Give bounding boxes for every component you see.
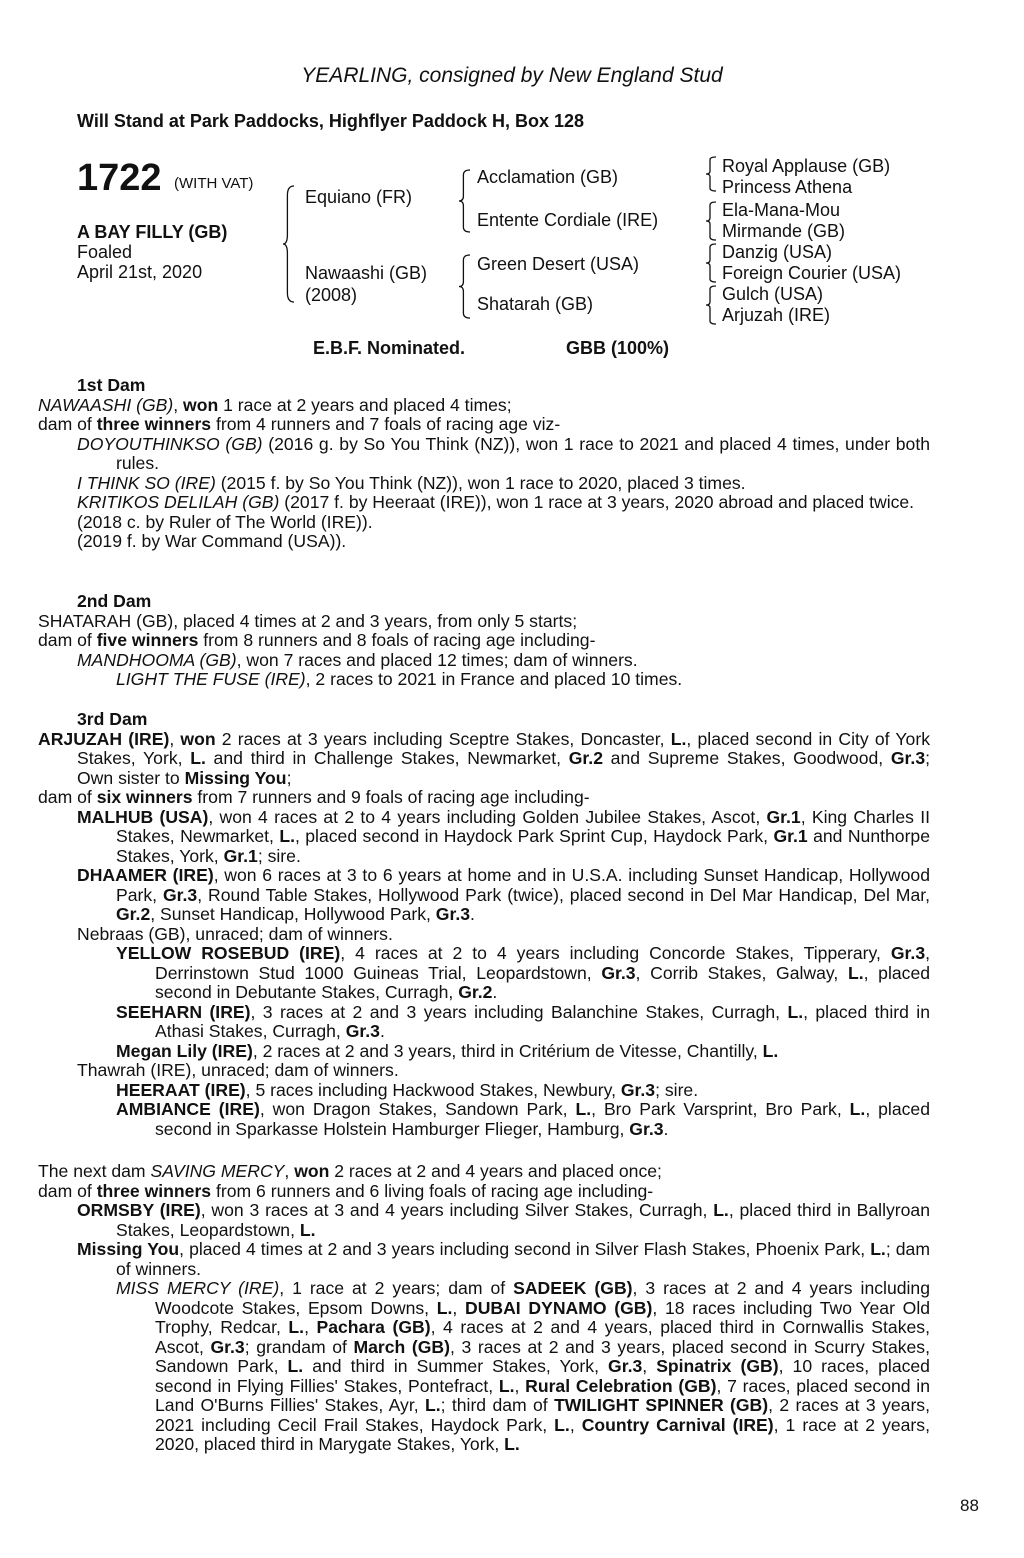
pedigree-dam-dam: Shatarah (GB) xyxy=(477,294,594,314)
bold-text: Gr.3 xyxy=(608,1356,643,1376)
text: dam of xyxy=(38,630,97,650)
section-3rd-dam xyxy=(38,709,931,1139)
bold-text: Pachara (GB) xyxy=(316,1317,431,1337)
bold-text: Gr.3 xyxy=(210,1336,245,1357)
pedigree-entry xyxy=(38,925,930,945)
pedigree-gen3: Princess Athena xyxy=(722,177,853,197)
text: , Corrib Stakes, Galway, xyxy=(635,962,848,983)
bold-text: YELLOW ROSEBUD (IRE) xyxy=(116,943,341,963)
bold-text: DHAAMER (IRE) xyxy=(77,865,214,885)
text: from 8 runners and 8 foals of racing age including- xyxy=(198,630,596,650)
bold-text: Gr.3 xyxy=(890,748,926,768)
pedigree-sire-sire: Acclamation (GB) xyxy=(477,167,619,187)
text: ; third dam of xyxy=(440,1395,555,1415)
bold-text: Gr.3 xyxy=(345,1021,380,1041)
italic-text: I THINK SO (IRE) xyxy=(77,472,216,493)
pedigree-entry xyxy=(38,1162,930,1182)
bold-text: HEERAAT (IRE) xyxy=(116,1079,246,1100)
text: . xyxy=(379,1021,385,1041)
pedigree-gen3: Gulch (USA) xyxy=(722,284,824,304)
text: , xyxy=(642,1356,657,1376)
bold-text: SEEHARN (IRE) xyxy=(116,1001,251,1022)
text: , 1 race at 2 years, 2020, placed third in Marygate Stakes, York, xyxy=(155,1414,930,1454)
text: from 6 runners and 6 living foals of racing age including- xyxy=(211,1180,654,1201)
lot-number: 1722 xyxy=(77,157,162,199)
text: , 4 races at 2 and 4 years, placed third in Cornwallis Stakes, Ascot, xyxy=(155,1317,930,1357)
text: , 3 races at 2 and 3 years, placed second in Scurry Stakes, Sandown Park, xyxy=(155,1336,930,1376)
bold-text: Gr.3 xyxy=(435,904,471,924)
text: 2 races at 2 and 4 years and placed once; xyxy=(329,1161,662,1181)
bold-text: L. xyxy=(575,1099,592,1119)
brace-icon xyxy=(706,244,716,282)
pedigree-entry xyxy=(38,866,930,925)
text: 1 race at 2 years and placed 4 times; xyxy=(218,394,512,415)
bold-text: Gr.1 xyxy=(766,806,801,827)
bold-text: Rural Celebration (GB) xyxy=(525,1375,717,1396)
bold-text: Missing You xyxy=(77,1239,180,1259)
pedigree-entry xyxy=(38,808,930,867)
bold-text: Gr.1 xyxy=(223,845,258,866)
bold-text: L. xyxy=(279,826,295,846)
italic-text: NAWAASHI (GB) xyxy=(38,394,174,415)
text: ; grandam of xyxy=(244,1336,354,1357)
brace-icon xyxy=(706,286,716,324)
pedigree-entry xyxy=(38,1201,930,1240)
pedigree-dam: Nawaashi (GB) xyxy=(305,263,428,283)
text: ; sire. xyxy=(655,1079,699,1100)
pedigree-entry xyxy=(38,435,930,474)
section-1st-dam xyxy=(38,375,930,552)
bold-text: won xyxy=(294,1161,330,1181)
bold-text: SADEEK (GB) xyxy=(513,1278,633,1298)
text: Thawrah (IRE), unraced; dam of winners. xyxy=(77,1060,399,1080)
pedigree-entry xyxy=(38,396,930,416)
bold-text: won xyxy=(180,728,216,749)
text: , Sunset Handicap, Hollywood Park, xyxy=(150,904,436,924)
text: . xyxy=(492,982,498,1002)
text: , 4 races at 2 to 4 years including Concorde Stakes, Tipperary, xyxy=(340,943,891,963)
text: from 7 runners and 9 foals of racing age including- xyxy=(192,787,590,807)
bold-text: five winners xyxy=(96,630,199,650)
page-number: 88 xyxy=(960,1496,979,1515)
section-heading: 2nd Dam xyxy=(77,591,152,611)
text: , won 7 races and placed 12 times; dam of winners. xyxy=(236,649,638,670)
text: and third in Challenge Stakes, Newmarket, xyxy=(205,748,569,768)
pedigree-entry xyxy=(38,474,930,494)
text: ; dam of winners. xyxy=(116,1239,930,1279)
bold-text: DUBAI DYNAMO (GB) xyxy=(464,1297,653,1318)
text: ; xyxy=(286,767,292,788)
text: , 2 races to 2021 in France and placed 10 times. xyxy=(305,669,683,689)
stand-location: Will Stand at Park Paddocks, Highflyer Paddock H, Box 128 xyxy=(77,111,584,131)
section-next-dam xyxy=(38,1161,931,1455)
bold-text: Missing You xyxy=(184,767,287,788)
bold-text: L. xyxy=(713,1200,729,1220)
text: (2019 f. by War Command (USA)). xyxy=(77,531,347,551)
bold-text: L. xyxy=(190,748,206,768)
pedigree-sire: Equiano (FR) xyxy=(305,187,413,207)
pedigree-entry xyxy=(38,1042,930,1062)
pedigree-gen3: Foreign Courier (USA) xyxy=(722,263,902,283)
bold-text: L. xyxy=(870,1239,886,1259)
italic-text: MISS MERCY (IRE) xyxy=(116,1278,280,1298)
text: , placed third in Athasi Stakes, Curragh, xyxy=(155,1001,930,1041)
text: , xyxy=(304,1317,317,1337)
text: , xyxy=(452,1297,465,1318)
pedigree-entry xyxy=(38,1279,930,1455)
text: , 2 races at 3 years, 2021 including Cecil Frail Stakes, Haydock Park, xyxy=(155,1395,930,1435)
pedigree-gen3: Danzig (USA) xyxy=(722,242,833,262)
pedigree-sire-dam: Entente Cordiale (IRE) xyxy=(477,210,659,230)
text: , 2 races at 2 and 3 years, third in Critérium de Vitesse, Chantilly, xyxy=(252,1040,763,1061)
text: SHATARAH (GB), placed 4 times at 2 and 3 years, from only 5 starts; xyxy=(38,610,578,631)
text: and Nunthorpe Stakes, York, xyxy=(116,826,930,866)
bold-text: L. xyxy=(554,1414,570,1435)
text: (2016 g. by So You Think (NZ)), won 1 race to 2021 and placed 4 times, under both rules. xyxy=(116,433,930,473)
pedigree-gen3: Ela-Mana-Mou xyxy=(722,200,841,220)
pedigree-entry xyxy=(38,1061,930,1081)
pedigree-entry xyxy=(38,1081,930,1101)
text: , won 3 races at 3 and 4 years including Silver Stakes, Curragh, xyxy=(200,1200,714,1220)
pedigree-dam-sire: Green Desert (USA) xyxy=(477,254,640,274)
bold-text: Gr.3 xyxy=(162,884,198,905)
brace-icon xyxy=(283,186,294,302)
lot-description: A BAY FILLY (GB) xyxy=(77,222,228,242)
section-2nd-dam xyxy=(38,591,930,690)
text: dam of xyxy=(38,1180,97,1201)
pedigree-entry xyxy=(38,651,930,671)
text: , won Dragon Stakes, Sandown Park, xyxy=(259,1099,576,1119)
italic-text: SAVING MERCY xyxy=(150,1161,285,1181)
pedigree-entry xyxy=(38,1240,930,1279)
bold-text: L. xyxy=(847,962,864,983)
text: , Bro Park Varsprint, Bro Park, xyxy=(591,1099,850,1119)
text: , won 4 races at 2 to 4 years including Golden Jubilee Stakes, Ascot, xyxy=(208,806,767,827)
pedigree-entry xyxy=(38,1100,930,1139)
text: dam of xyxy=(38,787,97,807)
bold-text: AMBIANCE (IRE) xyxy=(116,1099,260,1119)
text: . xyxy=(470,904,475,924)
text: , 7 races, placed second in Land O'Burns Fillies' Stakes, Ayr, xyxy=(155,1375,931,1415)
bold-text: Country Carnival (IRE) xyxy=(581,1414,774,1435)
pedigree-entry xyxy=(38,612,930,632)
bold-text: ORMSBY (IRE) xyxy=(77,1200,201,1220)
text: , won 6 races at 3 to 6 years at home and in U.S.A. including Sunset Handicap, Hollywood Park, xyxy=(116,865,930,905)
section-heading: 1st Dam xyxy=(77,375,146,395)
bold-text: Gr.2 xyxy=(568,748,603,768)
text: , 1 race at 2 years; dam of xyxy=(279,1278,514,1298)
text: , Derrinstown Stud 1000 Guineas Trial, Leopardstown, xyxy=(155,943,930,983)
text: , Round Table Stakes, Hollywood Park (twice), placed second in Del Mar Handicap, Del Mar, xyxy=(197,884,931,905)
bold-text: three winners xyxy=(96,414,212,434)
text: ; Own sister to xyxy=(77,748,930,788)
pedigree-dam-year: (2008) xyxy=(305,285,358,305)
text: , 3 races at 2 and 4 years including Woodcote Stakes, Epsom Downs, xyxy=(155,1278,930,1318)
bold-text: March (GB) xyxy=(353,1336,450,1357)
text: (2018 c. by Ruler of The World (IRE)). xyxy=(77,511,373,532)
pedigree-entry xyxy=(38,1182,930,1202)
text: . xyxy=(663,1118,669,1139)
pedigree-entry xyxy=(38,670,930,690)
bold-text: L. xyxy=(424,1395,441,1415)
bold-text: Gr.3 xyxy=(601,962,636,983)
pedigree-entry xyxy=(38,788,930,808)
text: (2017 f. by Heeraat (IRE)), won 1 race at 3 years, 2020 abroad and placed twice. xyxy=(279,492,915,512)
text: , xyxy=(569,1414,582,1435)
text: , xyxy=(514,1375,526,1396)
bold-text: L. xyxy=(670,728,687,749)
text: (2015 f. by So You Think (NZ)), won 1 race to 2020, placed 3 times. xyxy=(215,472,746,493)
text: , 18 races including Two Year Old Trophy, Redcar, xyxy=(155,1297,931,1337)
italic-text: DOYOUTHINKSO (GB) xyxy=(77,433,263,454)
bold-text: Megan Lily (IRE) xyxy=(116,1040,253,1061)
bold-text: L. xyxy=(504,1434,520,1454)
text: , placed second in Sparkasse Holstein Hamburger Flieger, Hamburg, xyxy=(155,1099,930,1139)
text: The next dam xyxy=(38,1161,151,1181)
pedigree-entry xyxy=(38,415,930,435)
pedigree-entry xyxy=(38,730,930,789)
bold-text: L. xyxy=(436,1297,453,1318)
text: , King Charles II Stakes, Newmarket, xyxy=(116,806,930,846)
bold-text: MALHUB (USA) xyxy=(77,806,209,827)
bold-text: L. xyxy=(762,1040,779,1061)
text: 2 races at 3 years including Sceptre Stakes, Doncaster, xyxy=(215,728,671,749)
text: , 10 races, placed second in Flying Fillies' Stakes, Pontefract, xyxy=(155,1356,930,1396)
bold-text: L. xyxy=(287,1356,304,1376)
bold-text: TWILIGHT SPINNER (GB) xyxy=(554,1395,769,1415)
catalogue-header: YEARLING, consigned by New England Stud xyxy=(301,64,723,87)
bold-text: Gr.3 xyxy=(890,943,926,963)
bold-text: L. xyxy=(498,1375,515,1396)
italic-text: LIGHT THE FUSE (IRE) xyxy=(116,669,306,689)
text: , 3 races at 2 and 3 years including Balanchine Stakes, Curragh, xyxy=(250,1001,788,1022)
pedigree-entry xyxy=(38,631,930,651)
vat-note: (WITH VAT) xyxy=(174,175,254,192)
ebf-nominated: E.B.F. Nominated. xyxy=(313,338,466,358)
pedigree-gen3: Arjuzah (IRE) xyxy=(722,305,831,325)
bold-text: L. xyxy=(849,1099,866,1119)
bold-text: won xyxy=(183,394,219,415)
text: and third in Summer Stakes, York, xyxy=(303,1356,609,1376)
pedigree-entry xyxy=(38,493,930,513)
brace-icon xyxy=(459,255,470,318)
pedigree-gen3: Mirmande (GB) xyxy=(722,221,846,241)
brace-icon xyxy=(706,157,716,191)
bold-text: six winners xyxy=(96,787,193,807)
bold-text: ARJUZAH (IRE) xyxy=(38,728,170,749)
bold-text: Spinatrix (GB) xyxy=(656,1356,779,1376)
bold-text: Gr.1 xyxy=(773,826,808,846)
pedigree-entry xyxy=(38,944,930,1003)
bold-text: L. xyxy=(288,1317,305,1337)
pedigree-gen3: Royal Applause (GB) xyxy=(722,156,891,176)
pedigree-entry xyxy=(38,532,930,552)
pedigree-entry xyxy=(38,513,930,533)
italic-text: MANDHOOMA (GB) xyxy=(77,649,237,670)
text: dam of xyxy=(38,414,97,434)
text: , placed second in City of York Stakes, York, xyxy=(77,728,930,768)
text: , placed second in Debutante Stakes, Curragh, xyxy=(155,962,931,1002)
bold-text: Gr.3 xyxy=(629,1118,664,1139)
text: , placed second in Haydock Park Sprint Cup, Haydock Park, xyxy=(294,826,774,846)
brace-icon xyxy=(706,202,716,240)
text: , xyxy=(169,728,181,749)
text: , placed third in Ballyroan Stakes, Leopardstown, xyxy=(116,1200,930,1240)
text: , xyxy=(284,1161,295,1181)
bold-text: L. xyxy=(299,1219,316,1240)
text: , 5 races including Hackwood Stakes, Newbury, xyxy=(245,1079,621,1100)
text: and Supreme Stakes, Goodwood, xyxy=(602,748,891,768)
bold-text: three winners xyxy=(96,1180,212,1201)
text: ; sire. xyxy=(257,845,301,866)
brace-icon xyxy=(459,170,470,232)
gbb-note: GBB (100%) xyxy=(566,338,670,358)
bold-text: Gr.2 xyxy=(116,904,151,924)
bold-text: Gr.3 xyxy=(620,1079,656,1100)
foaled-label: Foaled xyxy=(77,242,133,262)
foaled-date: April 21st, 2020 xyxy=(77,262,203,282)
text: , xyxy=(173,394,184,415)
pedigree-entry xyxy=(38,1003,930,1042)
text: Nebraas (GB), unraced; dam of winners. xyxy=(77,923,393,944)
bold-text: L. xyxy=(787,1001,804,1022)
italic-text: KRITIKOS DELILAH (GB) xyxy=(77,492,280,512)
section-heading: 3rd Dam xyxy=(77,709,148,729)
bold-text: Gr.2 xyxy=(458,982,493,1002)
text: , placed 4 times at 2 and 3 years including second in Silver Flash Stakes, Phoenix Park, xyxy=(179,1239,871,1259)
text: from 4 runners and 7 foals of racing age viz- xyxy=(211,414,561,434)
